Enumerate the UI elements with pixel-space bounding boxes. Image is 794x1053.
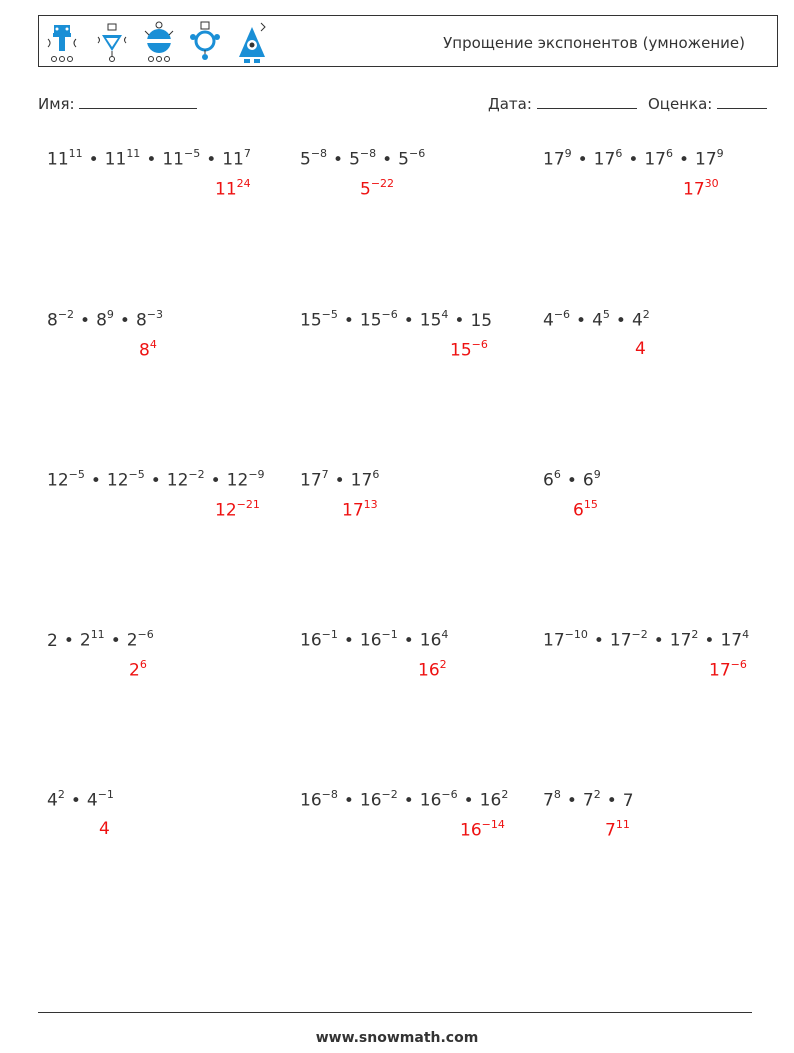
term-exponent: −6 xyxy=(471,338,488,351)
power-term xyxy=(107,469,145,491)
term-base: 17 xyxy=(593,149,616,170)
robot-icon xyxy=(142,19,176,65)
problem-expression xyxy=(300,629,448,651)
term-exponent: 9 xyxy=(593,468,601,481)
multiply-dot: • xyxy=(403,310,414,331)
power-term xyxy=(543,789,561,811)
robot-icon xyxy=(45,19,79,65)
term-exponent: 2 xyxy=(439,658,447,671)
term-exponent: 11 xyxy=(68,147,83,160)
term-base: 12 xyxy=(226,470,249,491)
multiply-dot: • xyxy=(343,790,354,811)
problem-expression xyxy=(300,469,379,491)
name-label: Имя: xyxy=(38,95,75,113)
term-base: 2 xyxy=(129,660,140,681)
term-base: 15 xyxy=(300,310,322,331)
term-exponent: −21 xyxy=(236,498,260,511)
term-base: 16 xyxy=(419,790,442,811)
power-term xyxy=(300,309,338,331)
term-exponent: −5 xyxy=(128,468,145,481)
power-term xyxy=(623,791,634,811)
power-term xyxy=(99,819,110,839)
power-term xyxy=(215,499,260,521)
problem-answer xyxy=(418,659,447,681)
problem-answer xyxy=(683,178,719,200)
term-exponent: 6 xyxy=(372,468,380,481)
term-exponent: 2 xyxy=(593,788,601,801)
power-term xyxy=(360,309,398,331)
term-base: 15 xyxy=(470,310,493,331)
term-exponent: −8 xyxy=(321,788,338,801)
multiply-dot: • xyxy=(334,470,345,491)
power-term xyxy=(47,309,74,331)
power-term xyxy=(632,309,650,331)
term-base: 2 xyxy=(79,630,91,651)
term-exponent: 4 xyxy=(441,628,449,641)
problem-expression xyxy=(47,469,265,491)
problem-expression xyxy=(543,309,650,331)
term-base: 4 xyxy=(99,819,110,839)
term-exponent: 15 xyxy=(583,498,598,511)
term-exponent: −5 xyxy=(321,308,338,321)
power-term xyxy=(87,789,114,811)
multiply-dot: • xyxy=(119,310,130,331)
power-term xyxy=(47,631,58,651)
term-exponent: −5 xyxy=(68,468,85,481)
term-exponent: −10 xyxy=(564,628,588,641)
term-base: 17 xyxy=(683,179,705,200)
term-base: 16 xyxy=(419,630,442,651)
power-term xyxy=(644,148,673,170)
term-base: 17 xyxy=(609,630,632,651)
power-term xyxy=(96,309,114,331)
term-exponent: 4 xyxy=(742,628,750,641)
power-term xyxy=(592,309,610,331)
term-exponent: −9 xyxy=(248,468,265,481)
term-exponent: −6 xyxy=(381,308,398,321)
term-exponent: 11 xyxy=(90,628,105,641)
term-exponent: −6 xyxy=(408,147,426,160)
term-exponent: −6 xyxy=(137,628,154,641)
power-term xyxy=(342,499,378,521)
term-exponent: −6 xyxy=(553,308,571,321)
term-exponent: −1 xyxy=(321,628,338,641)
footer-url: www.snowmath.com xyxy=(315,1030,479,1046)
term-base: 7 xyxy=(605,820,616,841)
term-base: 15 xyxy=(359,310,382,331)
problem-answer xyxy=(215,178,251,200)
problem-answer xyxy=(215,499,260,521)
term-exponent: −1 xyxy=(97,788,114,801)
term-base: 17 xyxy=(350,470,373,491)
power-term xyxy=(105,148,141,170)
power-term xyxy=(129,659,147,681)
multiply-dot: • xyxy=(403,790,414,811)
term-base: 7 xyxy=(582,790,594,811)
term-exponent: 4 xyxy=(441,308,449,321)
power-term xyxy=(360,178,394,200)
multiply-dot: • xyxy=(63,630,74,651)
term-base: 6 xyxy=(582,470,594,491)
term-base: 17 xyxy=(342,500,364,521)
power-term xyxy=(215,178,251,200)
power-term xyxy=(695,148,724,170)
term-base: 11 xyxy=(162,149,184,170)
term-exponent: 8 xyxy=(553,788,561,801)
problem-expression xyxy=(543,148,724,170)
term-base: 8 xyxy=(96,310,107,331)
term-exponent: −1 xyxy=(381,628,398,641)
term-base: 8 xyxy=(47,310,58,331)
term-exponent: 2 xyxy=(691,628,699,641)
problem-expression xyxy=(47,789,114,811)
term-base: 11 xyxy=(215,179,237,200)
term-base: 15 xyxy=(450,340,472,361)
term-exponent: 9 xyxy=(564,147,572,160)
term-base: 17 xyxy=(669,630,692,651)
term-exponent: −6 xyxy=(730,658,747,671)
problem-answer xyxy=(342,499,378,521)
problem-expression xyxy=(47,629,154,651)
term-base: 4 xyxy=(47,790,58,811)
term-base: 8 xyxy=(135,310,147,331)
multiply-dot: • xyxy=(343,630,354,651)
name-field xyxy=(38,94,197,113)
term-base: 4 xyxy=(635,339,646,359)
power-term xyxy=(583,789,601,811)
problem-answer xyxy=(360,178,394,200)
power-term xyxy=(127,629,154,651)
term-exponent: 6 xyxy=(553,468,561,481)
problem-answer xyxy=(129,659,147,681)
multiply-dot: • xyxy=(88,149,99,170)
power-term xyxy=(300,148,327,170)
power-term xyxy=(720,629,749,651)
term-exponent: −2 xyxy=(188,468,205,481)
power-term xyxy=(480,789,509,811)
power-term xyxy=(300,789,338,811)
term-base: 15 xyxy=(419,310,442,331)
power-term xyxy=(167,469,205,491)
power-term xyxy=(420,789,458,811)
power-term xyxy=(420,629,449,651)
term-exponent: −5 xyxy=(183,147,201,160)
power-term xyxy=(47,469,85,491)
term-exponent: 9 xyxy=(106,308,114,321)
term-base: 16 xyxy=(460,820,482,841)
power-term xyxy=(543,629,588,651)
term-exponent: 7 xyxy=(243,147,251,160)
term-base: 4 xyxy=(631,310,643,331)
term-base: 16 xyxy=(359,790,382,811)
power-term xyxy=(227,469,265,491)
term-exponent: 11 xyxy=(126,147,141,160)
power-term xyxy=(683,178,719,200)
multiply-dot: • xyxy=(146,149,157,170)
power-term xyxy=(349,148,376,170)
term-exponent: 6 xyxy=(615,147,623,160)
multiply-dot: • xyxy=(606,790,617,811)
problem-answer xyxy=(709,659,747,681)
problem-answer xyxy=(450,339,488,361)
term-base: 12 xyxy=(166,470,189,491)
problem-expression xyxy=(300,789,508,811)
multiply-dot: • xyxy=(206,149,217,170)
problem-expression xyxy=(300,309,492,331)
power-term xyxy=(709,659,747,681)
multiply-dot: • xyxy=(382,149,393,170)
term-exponent: 9 xyxy=(716,147,724,160)
term-base: 17 xyxy=(300,470,322,491)
multiply-dot: • xyxy=(150,470,161,491)
worksheet-header xyxy=(38,15,778,67)
multiply-dot: • xyxy=(454,310,465,331)
term-exponent: 6 xyxy=(139,658,147,671)
power-term xyxy=(136,309,163,331)
term-base: 12 xyxy=(47,470,69,491)
multiply-dot: • xyxy=(576,310,587,331)
power-term xyxy=(573,499,598,521)
name-blank[interactable] xyxy=(79,94,197,109)
term-base: 5 xyxy=(398,149,409,170)
problem-expression xyxy=(47,309,163,331)
term-base: 16 xyxy=(418,660,440,681)
term-base: 8 xyxy=(139,340,150,361)
multiply-dot: • xyxy=(566,790,577,811)
term-exponent: 5 xyxy=(602,308,610,321)
term-exponent: 24 xyxy=(236,177,251,190)
multiply-dot: • xyxy=(210,470,221,491)
power-term xyxy=(543,148,572,170)
term-base: 16 xyxy=(300,630,322,651)
term-exponent: −2 xyxy=(57,308,75,321)
term-exponent: 2 xyxy=(501,788,509,801)
power-term xyxy=(450,339,488,361)
term-exponent: −3 xyxy=(146,308,163,321)
term-base: 12 xyxy=(215,500,237,521)
power-term xyxy=(594,148,623,170)
multiply-dot: • xyxy=(403,630,414,651)
robot-icon xyxy=(235,19,269,65)
multiply-dot: • xyxy=(333,149,344,170)
problem-expression xyxy=(47,148,251,170)
date-blank[interactable] xyxy=(537,94,637,109)
term-base: 17 xyxy=(720,630,743,651)
term-base: 16 xyxy=(300,790,322,811)
power-term xyxy=(300,469,329,491)
power-term xyxy=(420,309,449,331)
term-base: 7 xyxy=(622,790,634,811)
power-term xyxy=(610,629,648,651)
term-exponent: 4 xyxy=(149,338,157,351)
problem-answer xyxy=(635,339,646,359)
term-exponent: 11 xyxy=(615,818,630,831)
grade-label: Оценка: xyxy=(648,95,713,113)
term-base: 5 xyxy=(300,149,311,170)
multiply-dot: • xyxy=(343,310,354,331)
term-base: 17 xyxy=(543,630,565,651)
term-base: 4 xyxy=(592,310,603,331)
grade-blank[interactable] xyxy=(717,94,767,109)
term-exponent: −8 xyxy=(359,147,377,160)
term-base: 2 xyxy=(126,630,138,651)
multiply-dot: • xyxy=(678,149,690,170)
power-term xyxy=(670,629,699,651)
grade-field xyxy=(648,94,767,113)
multiply-dot: • xyxy=(704,630,715,651)
problem-answer xyxy=(573,499,598,521)
problem-answer xyxy=(139,339,157,361)
term-base: 4 xyxy=(86,790,98,811)
problem-answer xyxy=(460,819,505,841)
power-term xyxy=(543,469,561,491)
power-term xyxy=(418,659,447,681)
term-base: 6 xyxy=(573,500,584,521)
term-exponent: −2 xyxy=(381,788,398,801)
multiply-dot: • xyxy=(566,470,577,491)
power-term xyxy=(360,789,398,811)
term-exponent: −6 xyxy=(441,788,458,801)
power-term xyxy=(470,311,492,331)
term-base: 17 xyxy=(644,149,666,170)
term-base: 5 xyxy=(360,179,371,200)
problem-answer xyxy=(99,819,110,839)
term-base: 16 xyxy=(479,790,502,811)
multiply-dot: • xyxy=(80,310,91,331)
term-base: 12 xyxy=(106,470,129,491)
power-term xyxy=(47,789,65,811)
multiply-dot: • xyxy=(653,630,664,651)
power-term xyxy=(583,469,601,491)
term-base: 16 xyxy=(359,630,382,651)
power-term xyxy=(222,148,251,170)
term-exponent: −8 xyxy=(310,147,328,160)
multiply-dot: • xyxy=(593,630,604,651)
multiply-dot: • xyxy=(90,470,101,491)
power-term xyxy=(47,148,83,170)
problem-expression xyxy=(300,148,425,170)
power-term xyxy=(543,309,570,331)
power-term xyxy=(351,469,380,491)
power-term xyxy=(460,819,505,841)
problem-answer xyxy=(605,819,630,841)
multiply-dot: • xyxy=(463,790,474,811)
term-base: 17 xyxy=(543,149,565,170)
power-term xyxy=(139,339,157,361)
term-exponent: 6 xyxy=(665,147,673,160)
power-term xyxy=(300,629,338,651)
power-term xyxy=(80,629,105,651)
robot-icon xyxy=(188,19,222,65)
term-exponent: 2 xyxy=(642,308,650,321)
power-term xyxy=(605,819,630,841)
date-field xyxy=(488,94,637,113)
term-base: 11 xyxy=(222,149,244,170)
term-exponent: −14 xyxy=(481,818,505,831)
footer-divider xyxy=(38,1012,752,1013)
term-base: 17 xyxy=(709,660,731,681)
multiply-dot: • xyxy=(70,790,81,811)
term-exponent: −2 xyxy=(631,628,648,641)
problem-expression xyxy=(543,629,749,651)
term-exponent: 30 xyxy=(704,177,719,190)
problem-expression xyxy=(543,789,634,811)
term-base: 6 xyxy=(543,470,554,491)
term-base: 4 xyxy=(543,310,554,331)
power-term xyxy=(162,148,200,170)
term-exponent: 13 xyxy=(363,498,378,511)
multiply-dot: • xyxy=(577,149,588,170)
term-base: 11 xyxy=(47,149,69,170)
term-exponent: −22 xyxy=(370,177,395,190)
power-term xyxy=(360,629,398,651)
multiply-dot: • xyxy=(628,149,639,170)
term-exponent: 7 xyxy=(321,468,329,481)
date-label: Дата: xyxy=(488,95,532,113)
multiply-dot: • xyxy=(110,630,121,651)
term-base: 11 xyxy=(104,149,127,170)
worksheet-title: Упрощение экспонентов (умножение) xyxy=(443,34,745,52)
problem-expression xyxy=(543,469,601,491)
term-base: 2 xyxy=(47,630,58,651)
power-term xyxy=(398,148,425,170)
robot-icon xyxy=(95,19,129,65)
multiply-dot: • xyxy=(615,310,626,331)
term-exponent: 2 xyxy=(57,788,65,801)
term-base: 5 xyxy=(349,149,360,170)
term-base: 17 xyxy=(695,149,717,170)
term-base: 7 xyxy=(543,790,554,811)
power-term xyxy=(635,339,646,359)
robot-icons xyxy=(45,19,285,65)
